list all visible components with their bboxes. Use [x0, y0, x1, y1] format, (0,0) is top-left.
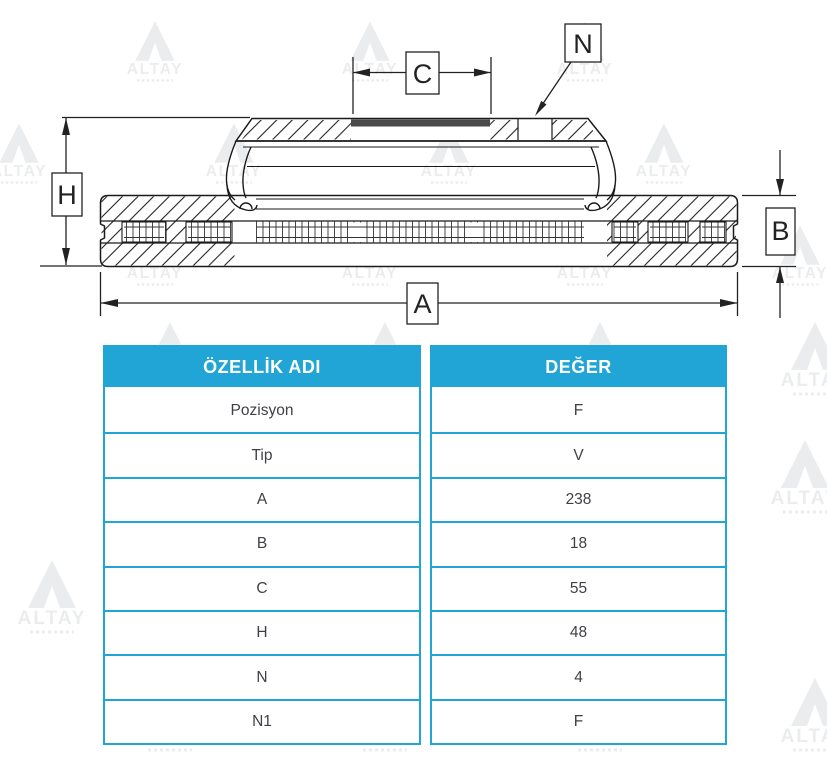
table-header-property: ÖZELLİK ADI — [105, 347, 419, 390]
dim-c — [353, 52, 491, 114]
property-value-cells — [432, 390, 725, 743]
label-n — [535, 24, 601, 116]
disc-cross-section — [101, 196, 738, 267]
property-value-cell: 238 — [432, 477, 725, 521]
property-name-column — [103, 345, 421, 745]
property-value-cell: V — [432, 432, 725, 476]
dim-label-a: A — [413, 289, 432, 319]
property-name-cell: Pozisyon — [230, 402, 294, 420]
dim-label-h: H — [57, 180, 77, 210]
arrowhead-up — [776, 267, 784, 283]
property-name-cell: C — [105, 566, 419, 610]
dim-label-c: C — [412, 59, 433, 89]
brake-disc-diagram — [0, 0, 827, 340]
dim-label-n: N — [573, 29, 593, 59]
property-value-cell: F — [573, 402, 584, 420]
property-name-cell: A — [105, 477, 419, 521]
property-value-cell: F — [432, 699, 725, 743]
hatch-top-left — [102, 197, 235, 221]
property-value-cell: 48 — [432, 610, 725, 654]
vent-web — [688, 222, 700, 243]
arrowhead-left — [101, 299, 119, 307]
altay-watermark-logo — [775, 674, 827, 758]
dim-b — [742, 150, 796, 318]
arrowhead-down — [62, 248, 70, 265]
vent-web — [166, 222, 186, 243]
hat-hatch-left — [242, 120, 351, 140]
vent-web — [638, 222, 648, 243]
property-value-cell: 55 — [432, 566, 725, 610]
property-value-cell: 18 — [432, 521, 725, 565]
property-name-cell: Tip — [105, 432, 419, 476]
dim-label-b: B — [771, 216, 790, 246]
property-value-cell: 4 — [432, 654, 725, 698]
vent-web — [726, 222, 736, 243]
arrowhead-right — [474, 69, 491, 77]
hatch-top-right — [607, 197, 737, 221]
vent-web — [102, 222, 122, 243]
arrowhead-left — [353, 69, 370, 77]
property-name-cell: B — [105, 521, 419, 565]
altay-watermark-logo — [12, 556, 92, 640]
dim-a — [101, 272, 738, 324]
hat-dark-stripe — [351, 120, 490, 127]
arrowhead-up — [62, 118, 70, 135]
hat-hatch-mid — [490, 120, 518, 140]
table-header-value: DEĞER — [432, 347, 725, 390]
vent-rib-pattern — [256, 222, 584, 244]
arrowhead-leader — [535, 101, 547, 116]
arrowhead-right — [720, 299, 738, 307]
vent-web — [607, 222, 612, 243]
property-name-cell: N — [105, 654, 419, 698]
hatch-bottom-right — [607, 244, 737, 266]
arrowhead-down — [776, 179, 784, 195]
altay-watermark-logo — [765, 436, 827, 520]
property-name-cell: H — [105, 610, 419, 654]
hatch-bottom-left — [102, 244, 235, 266]
property-name-cell: N1 — [105, 699, 419, 743]
property-value-column — [430, 345, 727, 745]
property-name-cells — [105, 390, 419, 743]
